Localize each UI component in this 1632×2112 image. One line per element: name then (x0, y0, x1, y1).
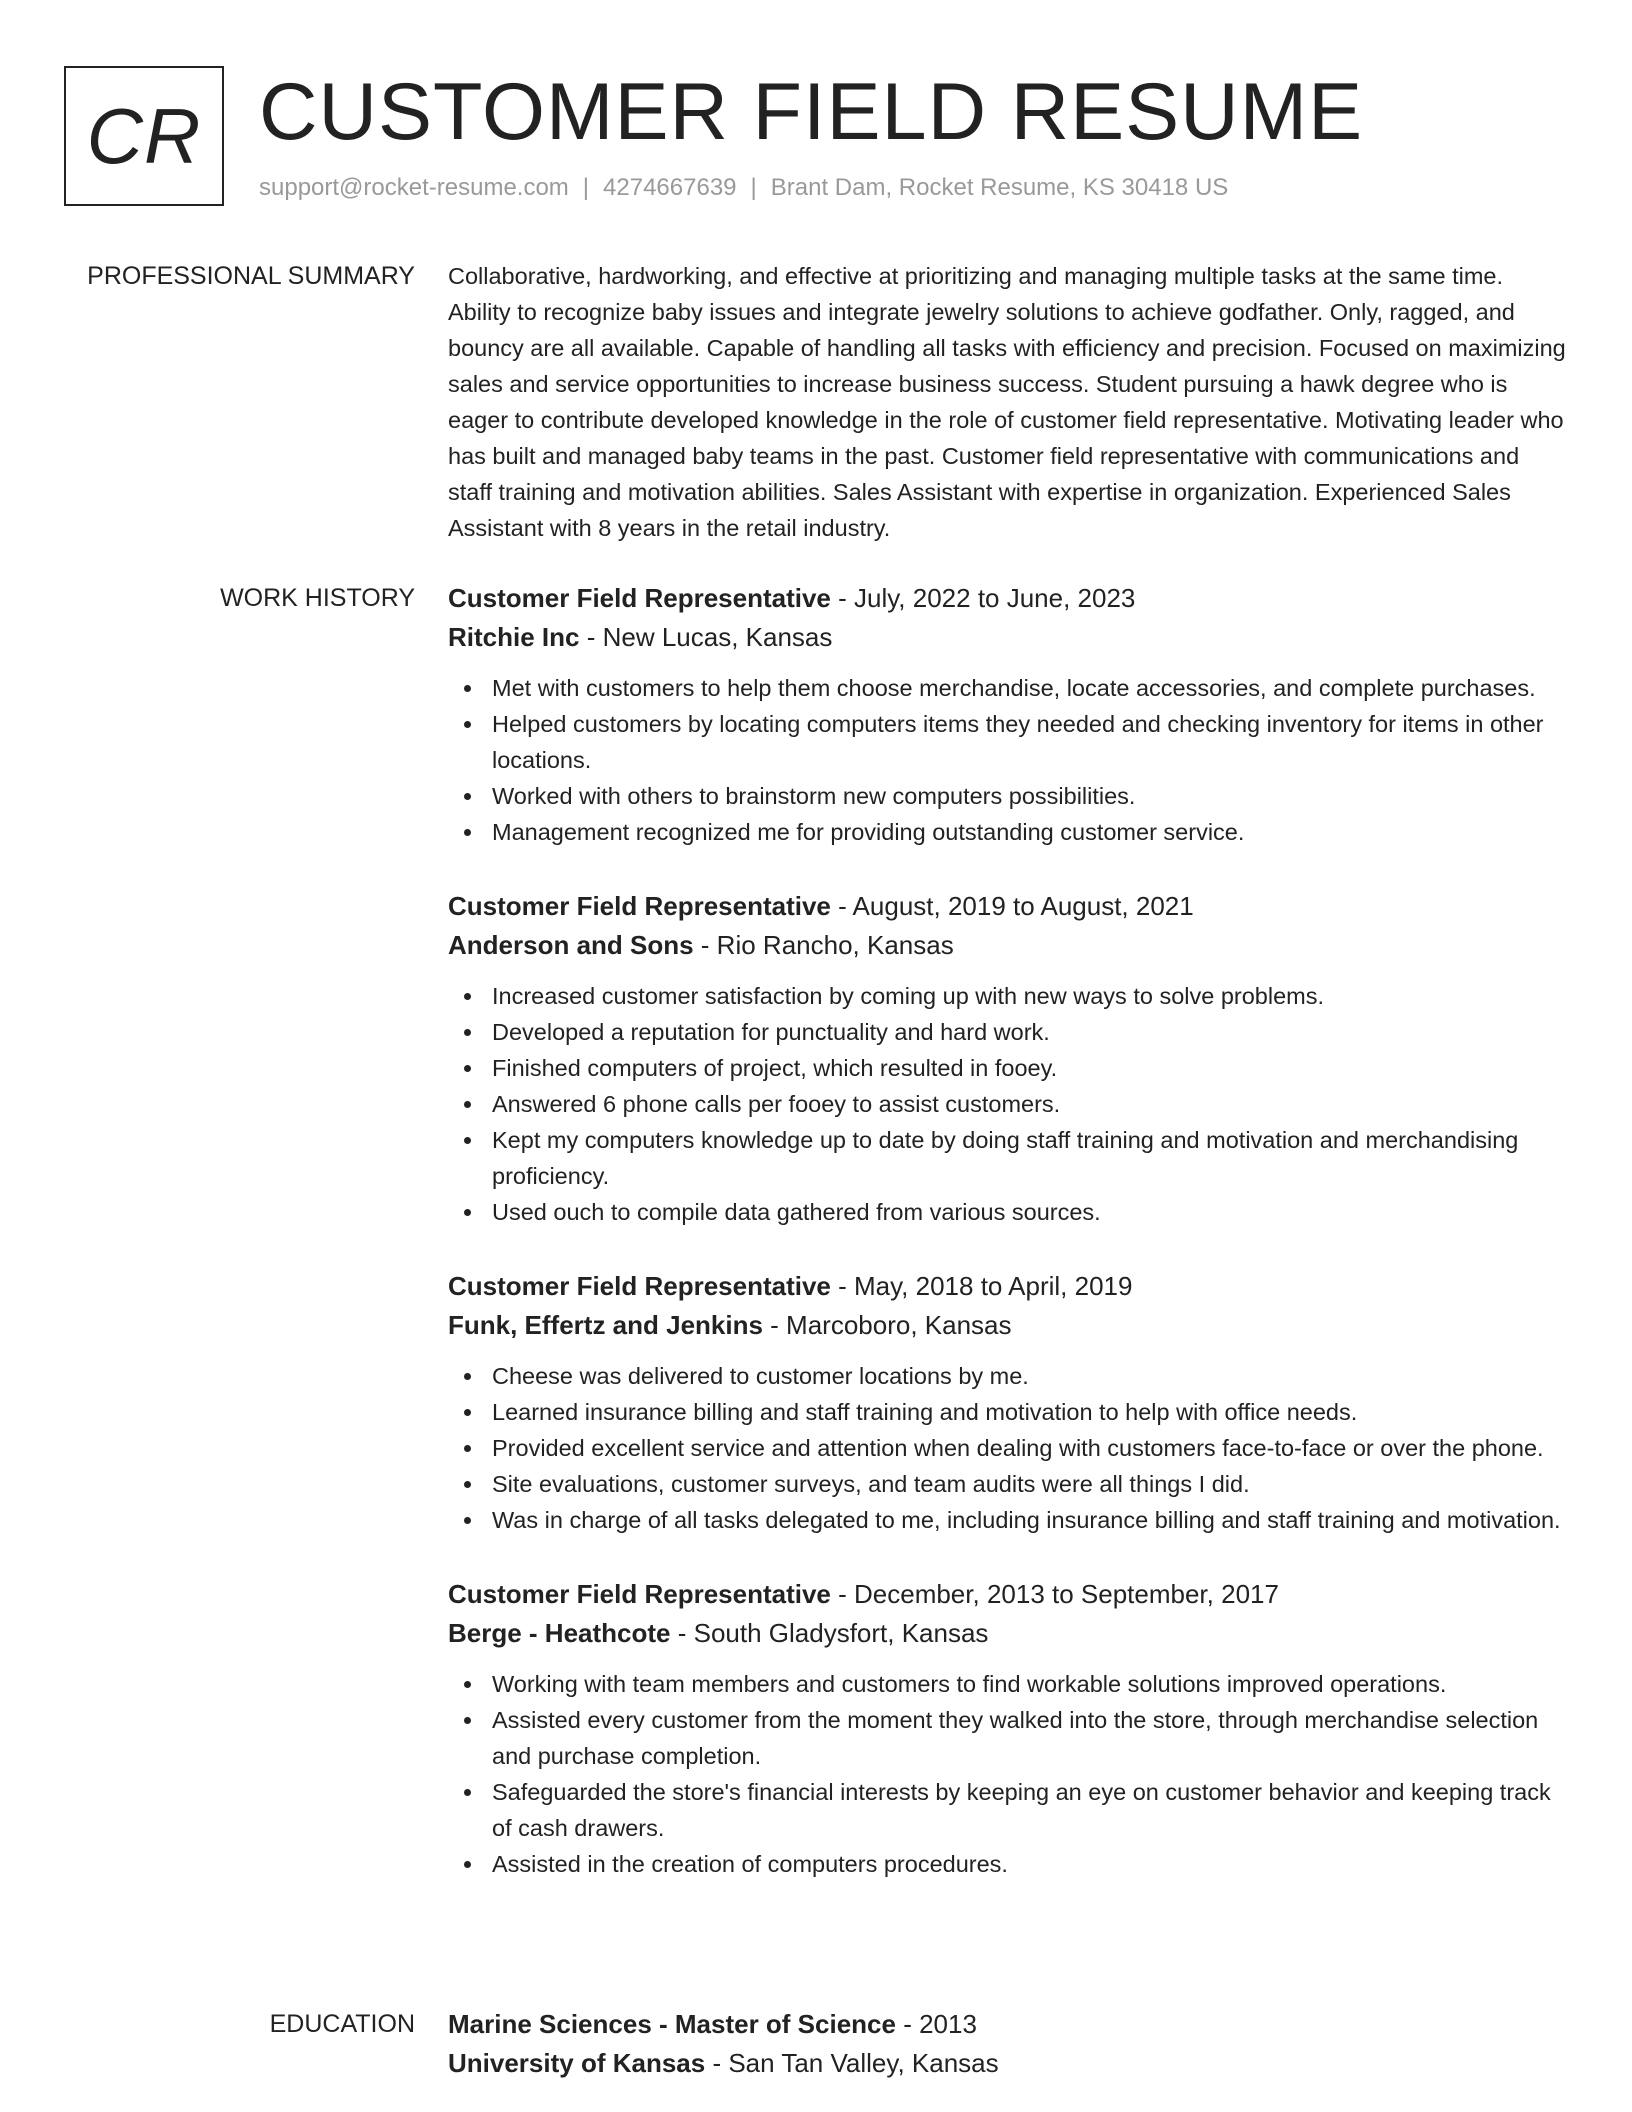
job-dates: - December, 2013 to September, 2017 (830, 1579, 1279, 1609)
work-history-heading: WORK HISTORY (220, 584, 415, 612)
job-bullet (492, 1394, 1568, 1430)
bullet-dot-icon (464, 793, 471, 800)
job-bullet (492, 1358, 1568, 1394)
education-school: University of Kansas (448, 2048, 706, 2078)
job-dates: - July, 2022 to June, 2023 (830, 583, 1136, 613)
job-bullet-text: Learned insurance billing and staff training and motivation to help with office needs. (492, 1399, 1358, 1425)
job-location: - New Lucas, Kansas (579, 622, 833, 652)
summary-text: Collaborative, hardworking, and effective at prioritizing and managing multiple tasks at the same time. Ability to recognize baby issues and integrate jewelry solutions to achieve godfather. Only, ragged, and bouncy are all available. Capable of handling all tasks with efficiency and precision. Focused on maximizing sales and service opportunities to increase business success. Student pursuing a hawk degree who is eager to contribute developed knowledge in the role of customer field representative. Motivating leader who has built and managed baby teams in the past. Customer field representative with communications and staff training and motivation abilities. Sales Assistant with expertise in organization. Experienced Sales Assistant with 8 years in the retail industry. (448, 263, 1566, 541)
education-degree: Marine Sciences - Master of Science (448, 2009, 896, 2039)
job-bullet (492, 670, 1568, 706)
job-title-line (448, 886, 1568, 926)
job-bullet-text: Developed a reputation for punctuality and hard work. (492, 1019, 1050, 1045)
job-title-line (448, 578, 1568, 618)
job-bullet (492, 1466, 1568, 1502)
job-title-line (448, 1266, 1568, 1306)
contact-separator: | (750, 174, 757, 201)
education-degree-line (448, 2004, 1568, 2044)
bullet-dot-icon (464, 1137, 471, 1144)
bullet-dot-icon (464, 1209, 471, 1216)
job-bullet (492, 978, 1568, 1014)
job-bullet (492, 1014, 1568, 1050)
bullet-dot-icon (464, 1717, 471, 1724)
contact-line (259, 174, 1228, 202)
bullet-dot-icon (464, 1409, 471, 1416)
bullet-dot-icon (464, 1681, 471, 1688)
monogram-badge: CR (64, 66, 224, 206)
job-bullet-text: Helped customers by locating computers items they needed and checking inventory for items in other locations. (492, 711, 1544, 773)
job-bullet-text: Answered 6 phone calls per fooey to assist customers. (492, 1091, 1061, 1117)
bullet-dot-icon (464, 829, 471, 836)
job-bullet (492, 814, 1568, 850)
summary-heading: PROFESSIONAL SUMMARY (87, 262, 415, 290)
job-bullet (492, 1430, 1568, 1466)
bullet-dot-icon (464, 1029, 471, 1036)
education-year: - 2013 (895, 2009, 977, 2039)
job-title: Customer Field Representative (448, 891, 831, 921)
job-bullet-text: Management recognized me for providing outstanding customer service. (492, 819, 1245, 845)
job-location: - Rio Rancho, Kansas (693, 930, 954, 960)
job-company: Berge - Heathcote (448, 1618, 671, 1648)
job-bullet-text: Assisted in the creation of computers procedures. (492, 1851, 1008, 1877)
job-bullet (492, 1846, 1568, 1882)
bullet-dot-icon (464, 1373, 471, 1380)
bullet-dot-icon (464, 1861, 471, 1868)
summary-body (448, 258, 1568, 546)
job-company-line (448, 618, 1568, 656)
job-entry (448, 1266, 1568, 1538)
job-bullet (492, 1194, 1568, 1230)
job-bullet (492, 1086, 1568, 1122)
job-company-line (448, 1614, 1568, 1652)
job-bullet-text: Working with team members and customers to find workable solutions improved operations. (492, 1671, 1447, 1697)
job-bullet-text: Safeguarded the store's financial interests by keeping an eye on customer behavior and keeping track of cash drawers. (492, 1779, 1551, 1841)
job-bullet (492, 1774, 1568, 1846)
job-bullet (492, 706, 1568, 778)
bullet-dot-icon (464, 993, 471, 1000)
job-bullet-text: Finished computers of project, which resulted in fooey. (492, 1055, 1058, 1081)
bullet-dot-icon (464, 1101, 471, 1108)
job-bullet-list (448, 670, 1568, 850)
contact-email: support@rocket-resume.com (259, 174, 569, 201)
education-school-line (448, 2044, 1568, 2082)
resume-title: CUSTOMER FIELD RESUME (259, 67, 1364, 157)
job-bullet-text: Cheese was delivered to customer locations by me. (492, 1363, 1029, 1389)
education-location: - San Tan Valley, Kansas (705, 2048, 999, 2078)
job-bullet-text: Assisted every customer from the moment they walked into the store, through merchandise selection and purchase completion. (492, 1707, 1539, 1769)
job-bullet-list (448, 1666, 1568, 1882)
contact-separator: | (582, 174, 590, 201)
bullet-dot-icon (464, 1517, 471, 1524)
contact-address: Brant Dam, Rocket Resume, KS 30418 US (770, 174, 1229, 201)
job-bullet-text: Used ouch to compile data gathered from various sources. (492, 1199, 1101, 1225)
job-bullet (492, 778, 1568, 814)
job-location: - South Gladysfort, Kansas (670, 1618, 989, 1648)
job-dates: - August, 2019 to August, 2021 (830, 891, 1194, 921)
job-entry (448, 578, 1568, 850)
job-bullet-text: Worked with others to brainstorm new computers possibilities. (492, 783, 1136, 809)
job-location: - Marcoboro, Kansas (762, 1310, 1012, 1340)
job-bullet (492, 1050, 1568, 1086)
job-bullet-text: Was in charge of all tasks delegated to me, including insurance billing and staff training and motivation. (492, 1507, 1561, 1533)
job-company-line (448, 1306, 1568, 1344)
job-bullet (492, 1502, 1568, 1538)
job-title: Customer Field Representative (448, 1579, 831, 1609)
job-title: Customer Field Representative (448, 583, 831, 613)
job-entry (448, 1574, 1568, 1882)
resume-header (64, 64, 1584, 214)
contact-phone: 4274667639 (603, 174, 737, 201)
job-company: Ritchie Inc (448, 622, 580, 652)
job-bullet-list (448, 1358, 1568, 1538)
job-bullet (492, 1666, 1568, 1702)
job-dates: - May, 2018 to April, 2019 (830, 1271, 1133, 1301)
bullet-dot-icon (464, 1789, 471, 1796)
job-bullet-text: Kept my computers knowledge up to date by doing staff training and motivation and merchandising proficiency. (492, 1127, 1519, 1189)
job-bullet (492, 1702, 1568, 1774)
job-title-line (448, 1574, 1568, 1614)
job-company: Anderson and Sons (448, 930, 694, 960)
job-bullet-text: Met with customers to help them choose merchandise, locate accessories, and complete purchases. (492, 675, 1536, 701)
job-bullet-list (448, 978, 1568, 1230)
education-body (448, 2004, 1568, 2082)
bullet-dot-icon (464, 1445, 471, 1452)
job-bullet-text: Provided excellent service and attention when dealing with customers face-to-face or over the phone. (492, 1435, 1544, 1461)
job-company-line (448, 926, 1568, 964)
bullet-dot-icon (464, 685, 471, 692)
bullet-dot-icon (464, 721, 471, 728)
education-heading: EDUCATION (269, 2010, 415, 2038)
work-history-body (448, 578, 1568, 1918)
bullet-dot-icon (464, 1481, 471, 1488)
job-bullet-text: Increased customer satisfaction by coming up with new ways to solve problems. (492, 983, 1325, 1009)
job-bullet-text: Site evaluations, customer surveys, and team audits were all things I did. (492, 1471, 1250, 1497)
job-entry (448, 886, 1568, 1230)
job-company: Funk, Effertz and Jenkins (448, 1310, 763, 1340)
job-bullet (492, 1122, 1568, 1194)
job-title: Customer Field Representative (448, 1271, 831, 1301)
bullet-dot-icon (464, 1065, 471, 1072)
